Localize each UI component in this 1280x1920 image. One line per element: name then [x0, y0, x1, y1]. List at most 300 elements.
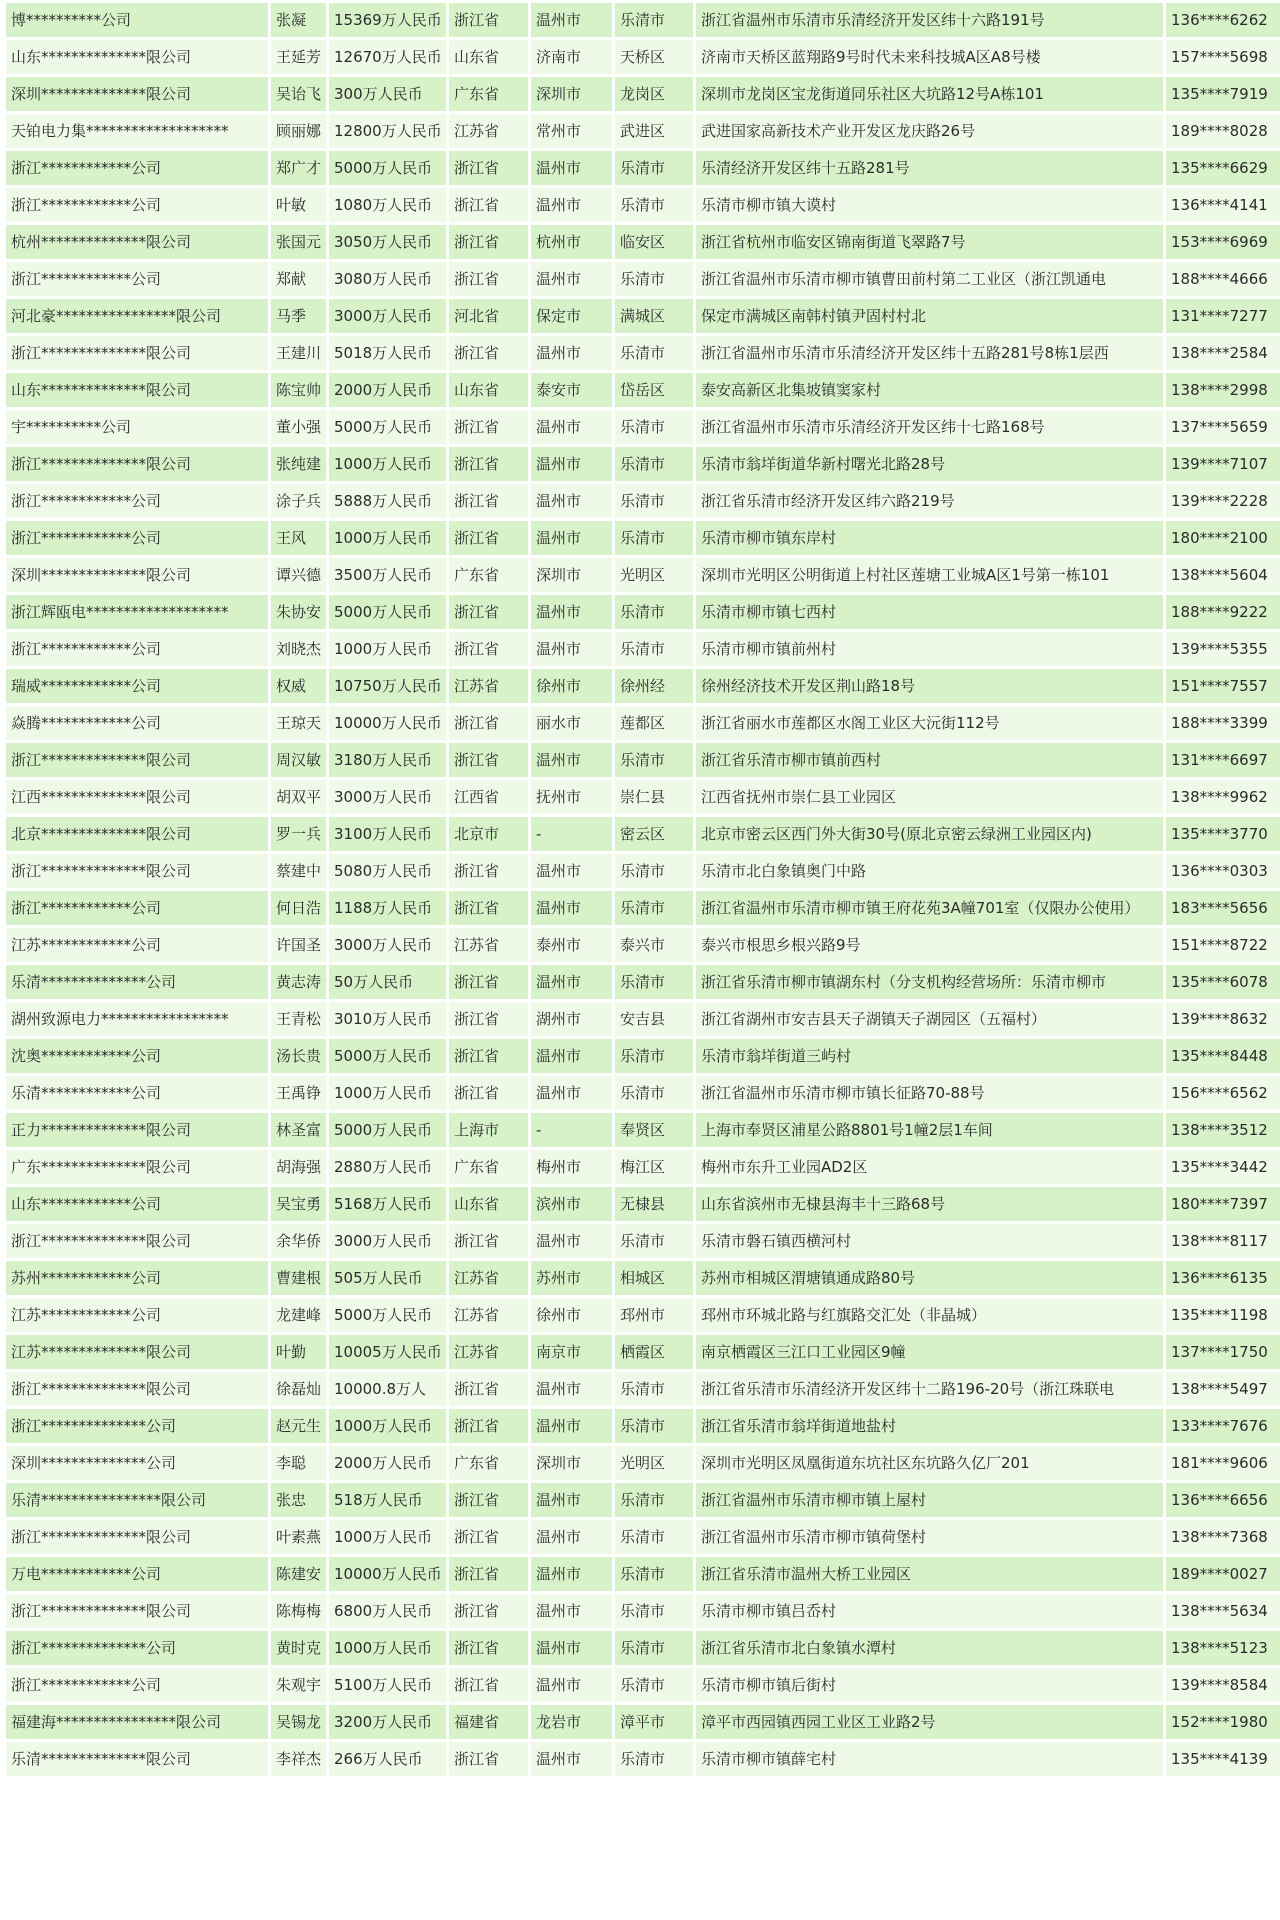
table-row: [6, 336, 1280, 370]
address-cell: 邳州市环城北路与红旗路交汇处（非晶城）: [696, 1298, 1163, 1332]
city-cell: 常州市: [531, 114, 612, 148]
address-cell: 浙江省乐清市经济开发区纬六路219号: [696, 484, 1163, 518]
table-row: [6, 706, 1280, 740]
city-cell: 温州市: [531, 1668, 612, 1702]
province-cell: 浙江省: [449, 1520, 528, 1554]
registered-capital-cell: 5000万人民币: [329, 151, 446, 185]
company-name-cell: 浙江**************限公司: [6, 336, 268, 370]
province-cell: 浙江省: [449, 1594, 528, 1628]
city-cell: 徐州市: [531, 669, 612, 703]
table-row: [6, 1039, 1280, 1073]
legal-person-cell: 权威: [271, 669, 326, 703]
address-cell: 乐清市北白象镇奥门中路: [696, 854, 1163, 888]
city-cell: 深圳市: [531, 558, 612, 592]
phone-cell: 189****0027: [1166, 1557, 1280, 1591]
table-row: [6, 521, 1280, 555]
table-row: [6, 410, 1280, 444]
company-name-cell: 深圳**************公司: [6, 1446, 268, 1480]
registered-capital-cell: 10750万人民币: [329, 669, 446, 703]
province-cell: 浙江省: [449, 521, 528, 555]
address-cell: 漳平市西园镇西园工业区工业路2号: [696, 1705, 1163, 1739]
address-cell: 浙江省乐清市乐清经济开发区纬十二路196-20号（浙江珠联电: [696, 1372, 1163, 1406]
registered-capital-cell: 5000万人民币: [329, 1039, 446, 1073]
district-cell: 乐清市: [615, 632, 693, 666]
table-row: [6, 447, 1280, 481]
phone-cell: 139****8584: [1166, 1668, 1280, 1702]
district-cell: 密云区: [615, 817, 693, 851]
registered-capital-cell: 1188万人民币: [329, 891, 446, 925]
table-row: [6, 1483, 1280, 1517]
province-cell: 上海市: [449, 1113, 528, 1147]
company-name-cell: 江西**************限公司: [6, 780, 268, 814]
district-cell: 光明区: [615, 1446, 693, 1480]
city-cell: 梅州市: [531, 1150, 612, 1184]
table-row: [6, 1742, 1280, 1776]
province-cell: 浙江省: [449, 1372, 528, 1406]
province-cell: 浙江省: [449, 1483, 528, 1517]
district-cell: 莲都区: [615, 706, 693, 740]
address-cell: 梅州市东升工业园AD2区: [696, 1150, 1163, 1184]
company-name-cell: 深圳**************限公司: [6, 77, 268, 111]
district-cell: 相城区: [615, 1261, 693, 1295]
company-name-cell: 湖州致源电力*****************: [6, 1002, 268, 1036]
city-cell: -: [531, 1113, 612, 1147]
phone-cell: 135****7919: [1166, 77, 1280, 111]
legal-person-cell: 郑献: [271, 262, 326, 296]
district-cell: 岱岳区: [615, 373, 693, 407]
table-row: [6, 1187, 1280, 1221]
table-row: [6, 965, 1280, 999]
company-name-cell: 浙江************公司: [6, 262, 268, 296]
district-cell: 崇仁县: [615, 780, 693, 814]
phone-cell: 137****1750: [1166, 1335, 1280, 1369]
city-cell: 抚州市: [531, 780, 612, 814]
province-cell: 浙江省: [449, 447, 528, 481]
legal-person-cell: 谭兴德: [271, 558, 326, 592]
company-name-cell: 宇**********公司: [6, 410, 268, 444]
registered-capital-cell: 2000万人民币: [329, 1446, 446, 1480]
district-cell: 天桥区: [615, 40, 693, 74]
phone-cell: 135****1198: [1166, 1298, 1280, 1332]
legal-person-cell: 陈宝帅: [271, 373, 326, 407]
province-cell: 江苏省: [449, 114, 528, 148]
company-name-cell: 浙江**************限公司: [6, 1594, 268, 1628]
address-cell: 北京市密云区西门外大街30号(原北京密云绿洲工业园区内): [696, 817, 1163, 851]
registered-capital-cell: 3050万人民币: [329, 225, 446, 259]
city-cell: 温州市: [531, 854, 612, 888]
legal-person-cell: 李聪: [271, 1446, 326, 1480]
phone-cell: 138****8117: [1166, 1224, 1280, 1258]
company-name-cell: 北京**************限公司: [6, 817, 268, 851]
company-name-cell: 瑞威************公司: [6, 669, 268, 703]
address-cell: 山东省滨州市无棣县海丰十三路68号: [696, 1187, 1163, 1221]
company-name-cell: 山东**************限公司: [6, 40, 268, 74]
province-cell: 浙江省: [449, 3, 528, 37]
city-cell: 温州市: [531, 1224, 612, 1258]
phone-cell: 136****6262: [1166, 3, 1280, 37]
company-name-cell: 江苏************公司: [6, 928, 268, 962]
registered-capital-cell: 10005万人民币: [329, 1335, 446, 1369]
city-cell: 温州市: [531, 336, 612, 370]
company-name-cell: 浙江************公司: [6, 632, 268, 666]
legal-person-cell: 蔡建中: [271, 854, 326, 888]
registered-capital-cell: 3000万人民币: [329, 299, 446, 333]
registered-capital-cell: 3010万人民币: [329, 1002, 446, 1036]
registered-capital-cell: 1000万人民币: [329, 632, 446, 666]
table-row: [6, 558, 1280, 592]
legal-person-cell: 郑广才: [271, 151, 326, 185]
phone-cell: 183****5656: [1166, 891, 1280, 925]
table-row: [6, 1557, 1280, 1591]
registered-capital-cell: 3000万人民币: [329, 928, 446, 962]
address-cell: 浙江省杭州市临安区锦南街道飞翠路7号: [696, 225, 1163, 259]
city-cell: 温州市: [531, 3, 612, 37]
phone-cell: 152****1980: [1166, 1705, 1280, 1739]
table-row: [6, 817, 1280, 851]
legal-person-cell: 叶勤: [271, 1335, 326, 1369]
address-cell: 浙江省温州市乐清市柳市镇王府花苑3A幢701室（仅限办公使用）: [696, 891, 1163, 925]
address-cell: 武进国家高新技术产业开发区龙庆路26号: [696, 114, 1163, 148]
phone-cell: 136****0303: [1166, 854, 1280, 888]
city-cell: 温州市: [531, 188, 612, 222]
legal-person-cell: 胡海强: [271, 1150, 326, 1184]
province-cell: 北京市: [449, 817, 528, 851]
phone-cell: 138****7368: [1166, 1520, 1280, 1554]
legal-person-cell: 王风: [271, 521, 326, 555]
district-cell: 乐清市: [615, 595, 693, 629]
district-cell: 乐清市: [615, 1668, 693, 1702]
table-row: [6, 225, 1280, 259]
registered-capital-cell: 1000万人民币: [329, 447, 446, 481]
table-row: [6, 1261, 1280, 1295]
province-cell: 江西省: [449, 780, 528, 814]
address-cell: 浙江省丽水市莲都区水阁工业区大沅街112号: [696, 706, 1163, 740]
phone-cell: 153****6969: [1166, 225, 1280, 259]
phone-cell: 188****4666: [1166, 262, 1280, 296]
table-row: [6, 1113, 1280, 1147]
registered-capital-cell: 10000万人民币: [329, 706, 446, 740]
registered-capital-cell: 2880万人民币: [329, 1150, 446, 1184]
company-name-cell: 浙江************公司: [6, 151, 268, 185]
district-cell: 乐清市: [615, 410, 693, 444]
registered-capital-cell: 1080万人民币: [329, 188, 446, 222]
address-cell: 泰兴市根思乡根兴路9号: [696, 928, 1163, 962]
province-cell: 山东省: [449, 1187, 528, 1221]
province-cell: 浙江省: [449, 1557, 528, 1591]
legal-person-cell: 吴宝勇: [271, 1187, 326, 1221]
table-row: [6, 1594, 1280, 1628]
legal-person-cell: 王建川: [271, 336, 326, 370]
city-cell: 龙岩市: [531, 1705, 612, 1739]
address-cell: 乐清市柳市镇吕岙村: [696, 1594, 1163, 1628]
table-row: [6, 928, 1280, 962]
city-cell: 深圳市: [531, 77, 612, 111]
company-name-cell: 浙江**************限公司: [6, 447, 268, 481]
address-cell: 江西省抚州市崇仁县工业园区: [696, 780, 1163, 814]
registered-capital-cell: 12670万人民币: [329, 40, 446, 74]
legal-person-cell: 陈建安: [271, 1557, 326, 1591]
province-cell: 浙江省: [449, 706, 528, 740]
registered-capital-cell: 10000万人民币: [329, 1557, 446, 1591]
city-cell: 温州市: [531, 1409, 612, 1443]
company-name-cell: 浙江辉瓯电*******************: [6, 595, 268, 629]
legal-person-cell: 张忠: [271, 1483, 326, 1517]
table-row: [6, 780, 1280, 814]
district-cell: 无棣县: [615, 1187, 693, 1221]
legal-person-cell: 王琼天: [271, 706, 326, 740]
district-cell: 乐清市: [615, 1076, 693, 1110]
table-row: [6, 1076, 1280, 1110]
registered-capital-cell: 6800万人民币: [329, 1594, 446, 1628]
district-cell: 乐清市: [615, 1557, 693, 1591]
phone-cell: 181****9606: [1166, 1446, 1280, 1480]
phone-cell: 131****6697: [1166, 743, 1280, 777]
registered-capital-cell: 5168万人民币: [329, 1187, 446, 1221]
company-name-cell: 焱腾************公司: [6, 706, 268, 740]
city-cell: 丽水市: [531, 706, 612, 740]
district-cell: 乐清市: [615, 854, 693, 888]
district-cell: 乐清市: [615, 188, 693, 222]
province-cell: 浙江省: [449, 1668, 528, 1702]
phone-cell: 138****9962: [1166, 780, 1280, 814]
table-row: [6, 1224, 1280, 1258]
address-cell: 浙江省乐清市北白象镇水潭村: [696, 1631, 1163, 1665]
district-cell: 徐州经: [615, 669, 693, 703]
phone-cell: 135****8448: [1166, 1039, 1280, 1073]
city-cell: 温州市: [531, 965, 612, 999]
phone-cell: 151****8722: [1166, 928, 1280, 962]
phone-cell: 138****2998: [1166, 373, 1280, 407]
address-cell: 南京栖霞区三江口工业园区9幢: [696, 1335, 1163, 1369]
city-cell: 温州市: [531, 1742, 612, 1776]
registered-capital-cell: 12800万人民币: [329, 114, 446, 148]
company-name-cell: 乐清**************限公司: [6, 1742, 268, 1776]
registered-capital-cell: 10000.8万人: [329, 1372, 446, 1406]
registered-capital-cell: 5888万人民币: [329, 484, 446, 518]
table-row: [6, 299, 1280, 333]
legal-person-cell: 林圣富: [271, 1113, 326, 1147]
company-name-cell: 乐清**************公司: [6, 965, 268, 999]
registered-capital-cell: 5000万人民币: [329, 595, 446, 629]
province-cell: 浙江省: [449, 225, 528, 259]
legal-person-cell: 朱协安: [271, 595, 326, 629]
phone-cell: 135****3442: [1166, 1150, 1280, 1184]
address-cell: 济南市天桥区蓝翔路9号时代未来科技城A区A8号楼: [696, 40, 1163, 74]
city-cell: 温州市: [531, 484, 612, 518]
province-cell: 浙江省: [449, 1224, 528, 1258]
phone-cell: 136****6656: [1166, 1483, 1280, 1517]
address-cell: 保定市满城区南韩村镇尹固村村北: [696, 299, 1163, 333]
legal-person-cell: 徐磊灿: [271, 1372, 326, 1406]
address-cell: 上海市奉贤区浦星公路8801号1幢2层1车间: [696, 1113, 1163, 1147]
legal-person-cell: 黄志涛: [271, 965, 326, 999]
address-cell: 浙江省温州市乐清市柳市镇曹田前村第二工业区（浙江凯通电: [696, 262, 1163, 296]
address-cell: 浙江省乐清市温州大桥工业园区: [696, 1557, 1163, 1591]
province-cell: 浙江省: [449, 151, 528, 185]
city-cell: 温州市: [531, 1372, 612, 1406]
district-cell: 武进区: [615, 114, 693, 148]
registered-capital-cell: 3000万人民币: [329, 1224, 446, 1258]
city-cell: 温州市: [531, 262, 612, 296]
company-name-cell: 浙江**************限公司: [6, 743, 268, 777]
phone-cell: 138****5634: [1166, 1594, 1280, 1628]
address-cell: 浙江省温州市乐清市柳市镇荷堡村: [696, 1520, 1163, 1554]
company-name-cell: 浙江************公司: [6, 521, 268, 555]
legal-person-cell: 张凝: [271, 3, 326, 37]
table-row: [6, 595, 1280, 629]
district-cell: 乐清市: [615, 1039, 693, 1073]
company-name-cell: 浙江**************限公司: [6, 854, 268, 888]
company-name-cell: 浙江**************公司: [6, 1409, 268, 1443]
table-row: [6, 1668, 1280, 1702]
province-cell: 浙江省: [449, 595, 528, 629]
district-cell: 乐清市: [615, 1224, 693, 1258]
city-cell: 温州市: [531, 521, 612, 555]
district-cell: 乐清市: [615, 1520, 693, 1554]
district-cell: 乐清市: [615, 262, 693, 296]
table-row: [6, 3, 1280, 37]
company-name-cell: 万电************公司: [6, 1557, 268, 1591]
address-cell: 乐清市翁垟街道三屿村: [696, 1039, 1163, 1073]
phone-cell: 156****6562: [1166, 1076, 1280, 1110]
province-cell: 浙江省: [449, 1039, 528, 1073]
table-row: [6, 669, 1280, 703]
phone-cell: 189****8028: [1166, 114, 1280, 148]
registered-capital-cell: 50万人民币: [329, 965, 446, 999]
district-cell: 满城区: [615, 299, 693, 333]
legal-person-cell: 顾丽娜: [271, 114, 326, 148]
province-cell: 浙江省: [449, 484, 528, 518]
table-row: [6, 484, 1280, 518]
city-cell: 温州市: [531, 151, 612, 185]
phone-cell: 136****6135: [1166, 1261, 1280, 1295]
city-cell: 温州市: [531, 447, 612, 481]
province-cell: 浙江省: [449, 188, 528, 222]
phone-cell: 139****8632: [1166, 1002, 1280, 1036]
city-cell: 南京市: [531, 1335, 612, 1369]
table-row: [6, 1372, 1280, 1406]
city-cell: 温州市: [531, 891, 612, 925]
registered-capital-cell: 5018万人民币: [329, 336, 446, 370]
table-row: [6, 632, 1280, 666]
city-cell: 徐州市: [531, 1298, 612, 1332]
registered-capital-cell: 3100万人民币: [329, 817, 446, 851]
company-name-cell: 浙江**************限公司: [6, 1224, 268, 1258]
province-cell: 浙江省: [449, 743, 528, 777]
province-cell: 江苏省: [449, 1261, 528, 1295]
registered-capital-cell: 3200万人民币: [329, 1705, 446, 1739]
company-name-cell: 正力**************限公司: [6, 1113, 268, 1147]
district-cell: 栖霞区: [615, 1335, 693, 1369]
province-cell: 江苏省: [449, 928, 528, 962]
phone-cell: 151****7557: [1166, 669, 1280, 703]
phone-cell: 135****6078: [1166, 965, 1280, 999]
phone-cell: 138****5604: [1166, 558, 1280, 592]
table-row: [6, 1298, 1280, 1332]
registered-capital-cell: 5100万人民币: [329, 1668, 446, 1702]
registered-capital-cell: 518万人民币: [329, 1483, 446, 1517]
phone-cell: 188****9222: [1166, 595, 1280, 629]
city-cell: 苏州市: [531, 1261, 612, 1295]
company-name-cell: 广东**************限公司: [6, 1150, 268, 1184]
address-cell: 浙江省温州市乐清市乐清经济开发区纬十六路191号: [696, 3, 1163, 37]
district-cell: 乐清市: [615, 1409, 693, 1443]
legal-person-cell: 余华侨: [271, 1224, 326, 1258]
city-cell: 保定市: [531, 299, 612, 333]
district-cell: 乐清市: [615, 1483, 693, 1517]
address-cell: 浙江省温州市乐清市柳市镇长征路70-88号: [696, 1076, 1163, 1110]
table-row: [6, 891, 1280, 925]
address-cell: 浙江省温州市乐清市乐清经济开发区纬十七路168号: [696, 410, 1163, 444]
address-cell: 苏州市相城区渭塘镇通成路80号: [696, 1261, 1163, 1295]
address-cell: 深圳市光明区公明街道上村社区莲塘工业城A区1号第一栋101: [696, 558, 1163, 592]
legal-person-cell: 董小强: [271, 410, 326, 444]
phone-cell: 138****5497: [1166, 1372, 1280, 1406]
address-cell: 泰安高新区北集坡镇窦家村: [696, 373, 1163, 407]
phone-cell: 135****6629: [1166, 151, 1280, 185]
registered-capital-cell: 3180万人民币: [329, 743, 446, 777]
legal-person-cell: 何日浩: [271, 891, 326, 925]
company-name-cell: 杭州**************限公司: [6, 225, 268, 259]
district-cell: 乐清市: [615, 3, 693, 37]
legal-person-cell: 吴锡龙: [271, 1705, 326, 1739]
city-cell: 温州市: [531, 410, 612, 444]
phone-cell: 180****7397: [1166, 1187, 1280, 1221]
district-cell: 泰兴市: [615, 928, 693, 962]
address-cell: 浙江省乐清市柳市镇湖东村（分支机构经营场所：乐清市柳市: [696, 965, 1163, 999]
province-cell: 浙江省: [449, 262, 528, 296]
province-cell: 广东省: [449, 77, 528, 111]
registered-capital-cell: 505万人民币: [329, 1261, 446, 1295]
city-cell: 温州市: [531, 632, 612, 666]
table-row: [6, 262, 1280, 296]
province-cell: 浙江省: [449, 410, 528, 444]
province-cell: 广东省: [449, 558, 528, 592]
registered-capital-cell: 3080万人民币: [329, 262, 446, 296]
phone-cell: 137****5659: [1166, 410, 1280, 444]
company-name-cell: 沈奥************公司: [6, 1039, 268, 1073]
province-cell: 浙江省: [449, 1742, 528, 1776]
province-cell: 浙江省: [449, 1076, 528, 1110]
company-name-cell: 浙江**************限公司: [6, 1372, 268, 1406]
table-row: [6, 1631, 1280, 1665]
legal-person-cell: 涂子兵: [271, 484, 326, 518]
address-cell: 乐清市翁垟街道华新村曙光北路28号: [696, 447, 1163, 481]
table-row: [6, 40, 1280, 74]
address-cell: 乐清市柳市镇薛宅村: [696, 1742, 1163, 1776]
registered-capital-cell: 15369万人民币: [329, 3, 446, 37]
province-cell: 浙江省: [449, 336, 528, 370]
district-cell: 乐清市: [615, 891, 693, 925]
district-cell: 临安区: [615, 225, 693, 259]
registered-capital-cell: 5000万人民币: [329, 1298, 446, 1332]
district-cell: 乐清市: [615, 743, 693, 777]
city-cell: -: [531, 817, 612, 851]
province-cell: 浙江省: [449, 1002, 528, 1036]
district-cell: 乐清市: [615, 1372, 693, 1406]
table-body: [6, 3, 1280, 1776]
registered-capital-cell: 2000万人民币: [329, 373, 446, 407]
company-name-cell: 浙江**************公司: [6, 1631, 268, 1665]
district-cell: 乐清市: [615, 965, 693, 999]
city-cell: 温州市: [531, 1631, 612, 1665]
table-row: [6, 1705, 1280, 1739]
company-name-cell: 浙江************公司: [6, 1668, 268, 1702]
district-cell: 乐清市: [615, 447, 693, 481]
table-row: [6, 77, 1280, 111]
city-cell: 温州市: [531, 743, 612, 777]
company-table: [3, 0, 1280, 1779]
